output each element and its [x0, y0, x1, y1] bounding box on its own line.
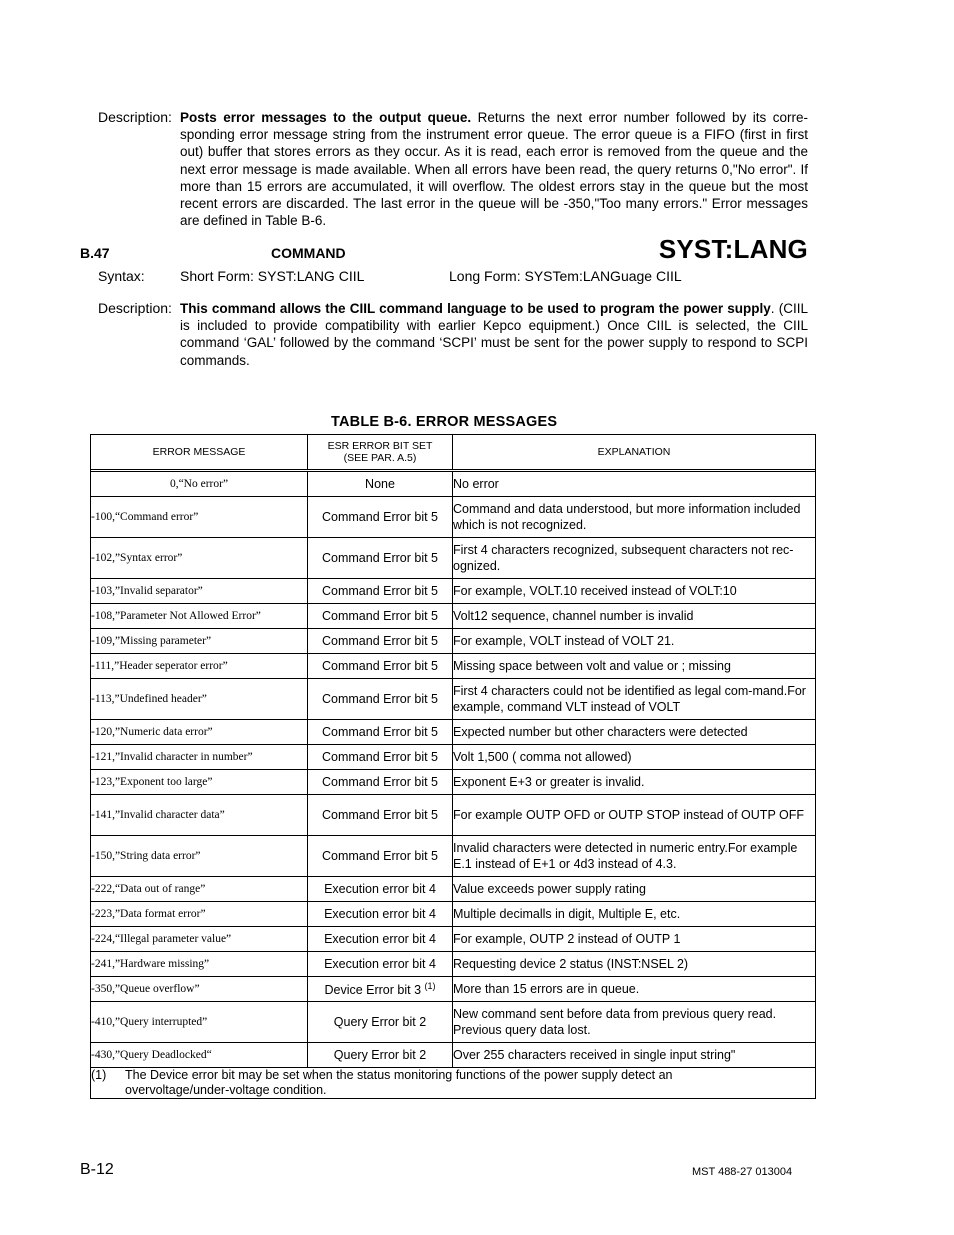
explanation-cell: Expected number but other characters were detected [453, 720, 816, 745]
esr-bit-text: Device Error bit 3 [324, 983, 422, 998]
explanation-cell: For example, VOLT.10 received instead of VOLT:10 [453, 579, 816, 604]
table-row [91, 720, 816, 745]
explanation-cell: For example, OUTP 2 instead of OUTP 1 [453, 927, 816, 952]
esr-bit-cell: Query Error bit 2 [308, 1043, 453, 1068]
section-number: B.47 [80, 245, 110, 261]
table-row [91, 629, 816, 654]
explanation-cell: Over 255 characters received in single input string" [453, 1043, 816, 1068]
error-message-cell: -121,”Invalid character in number” [91, 745, 308, 770]
explanation-cell: Volt 1,500 ( comma not allowed) [453, 745, 816, 770]
table-row [91, 604, 816, 629]
explanation-cell: Missing space between volt and value or ; missing [453, 654, 816, 679]
table-row [91, 770, 816, 795]
esr-bit-cell: Command Error bit 5 [308, 654, 453, 679]
footnote-ref: (1) [424, 980, 436, 991]
esr-bit-cell: Command Error bit 5 [308, 745, 453, 770]
esr-bit-cell: None [308, 472, 453, 497]
table-header-row [91, 435, 816, 470]
explanation-cell: First 4 characters recognized, subsequent characters not rec-ognized. [453, 538, 816, 579]
esr-bit-cell: Execution error bit 4 [308, 902, 453, 927]
esr-bit-cell: Execution error bit 4 [308, 952, 453, 977]
explanation-cell: Exponent E+3 or greater is invalid. [453, 770, 816, 795]
error-message-cell: -141,”Invalid character data” [91, 795, 308, 836]
table-row [91, 1002, 816, 1043]
error-message-cell: -103,”Invalid separator” [91, 579, 308, 604]
error-message-cell: -150,”String data error” [91, 836, 308, 877]
page-number: B-12 [80, 1161, 114, 1178]
table-footnote-row [91, 1068, 816, 1099]
error-message-cell: -222,“Data out of range” [91, 877, 308, 902]
footnote-number: (1) [91, 1068, 107, 1082]
error-messages-table [90, 434, 816, 1099]
header-esr-line2: (SEE PAR. A.5) [343, 452, 417, 464]
error-message-cell: -223,”Data format error” [91, 902, 308, 927]
esr-bit-cell: Execution error bit 4 [308, 877, 453, 902]
explanation-cell: Value exceeds power supply rating [453, 877, 816, 902]
description2-paragraph [180, 300, 808, 369]
section-title: SYST:LANG [658, 234, 808, 264]
table-row [91, 902, 816, 927]
table-row [91, 538, 816, 579]
table-row [91, 654, 816, 679]
esr-bit-cell: Command Error bit 5 [308, 497, 453, 538]
table-row [91, 472, 816, 497]
error-message-cell: -113,”Undefined header” [91, 679, 308, 720]
table-row [91, 679, 816, 720]
explanation-cell: No error [453, 472, 816, 497]
syntax-label: Syntax: [98, 268, 145, 284]
description-bold: Posts error messages to the output queue. [180, 110, 472, 125]
table-row [91, 927, 816, 952]
error-message-cell: -100,“Command error” [91, 497, 308, 538]
esr-bit-cell [308, 977, 453, 1002]
error-message-cell: -224,“Illegal parameter value” [91, 927, 308, 952]
syntax-long-form: Long Form: SYSTem:LANGuage CIIL [449, 268, 682, 284]
error-message-cell: 0,“No error” [91, 472, 308, 497]
table-row [91, 579, 816, 604]
table-title: TABLE B-6. ERROR MESSAGES [331, 414, 558, 430]
error-message-cell: -109,”Missing parameter” [91, 629, 308, 654]
table-row [91, 977, 816, 1002]
description2-text: . (CIIL is included to provide compatibility with earlier Kepco equipment.) Once CIIL is selected, the CIIL command ‘GAL’ followed by the command ‘SCPI’ must be sent for the power supply to respond to SCPI commands. [180, 301, 808, 368]
explanation-cell: For example OUTP OFD or OUTP STOP instead of OUTP OFF [453, 795, 816, 836]
explanation-cell: Invalid characters were detected in numeric entry.For example E.1 instead of E+1 or 4d3 instead of 4.3. [453, 836, 816, 877]
error-message-cell: -102,”Syntax error” [91, 538, 308, 579]
description-paragraph [180, 109, 808, 229]
description-text: Returns the next error number followed by its corre-sponding error message string from the instrument error queue. The error queue is a FIFO (first in first out) buffer that stores errors as they occur. As it is read, each error is removed from the queue and the next error message is made available. When all errors have been read, the query returns 0,"No error". If more than 15 errors are accumulated, it will overflow. The oldest errors stay in the queue but the most recent errors are discarded. The last error in the queue will be -350,"Too many errors." Error messages are defined in Table B-6. [180, 110, 808, 229]
explanation-cell: New command sent before data from previous query read. Previous query data lost. [453, 1002, 816, 1043]
error-message-cell: -108,”Parameter Not Allowed Error” [91, 604, 308, 629]
esr-bit-cell: Command Error bit 5 [308, 579, 453, 604]
esr-bit-cell: Command Error bit 5 [308, 770, 453, 795]
explanation-cell: More than 15 errors are in queue. [453, 977, 816, 1002]
error-message-cell: -123,”Exponent too large” [91, 770, 308, 795]
header-explanation: EXPLANATION [453, 435, 816, 470]
error-message-cell: -430,”Query Deadlocked“ [91, 1043, 308, 1068]
explanation-cell: First 4 characters could not be identified as legal com-mand.For example, command VLT instead of VOLT [453, 679, 816, 720]
table-row [91, 836, 816, 877]
table-row [91, 1043, 816, 1068]
description-label: Description: [98, 109, 172, 125]
esr-bit-cell: Command Error bit 5 [308, 836, 453, 877]
table-row [91, 877, 816, 902]
esr-bit-cell: Command Error bit 5 [308, 538, 453, 579]
header-esr-bit [308, 435, 453, 470]
header-esr-line1: ESR ERROR BIT SET [327, 440, 433, 452]
esr-bit-cell: Command Error bit 5 [308, 679, 453, 720]
footnote-text: The Device error bit may be set when the status monitoring functions of the power supply detect an overvoltage/under-voltage condition. [125, 1068, 673, 1097]
error-message-cell: -241,”Hardware missing” [91, 952, 308, 977]
error-message-cell: -111,”Header seperator error” [91, 654, 308, 679]
esr-bit-cell: Query Error bit 2 [308, 1002, 453, 1043]
syntax-short-form: Short Form: SYST:LANG CIIL [180, 268, 365, 284]
esr-bit-cell: Execution error bit 4 [308, 927, 453, 952]
table-row [91, 497, 816, 538]
esr-bit-cell: Command Error bit 5 [308, 604, 453, 629]
explanation-cell: Multiple decimalls in digit, Multiple E, etc. [453, 902, 816, 927]
table-row [91, 952, 816, 977]
error-message-cell: -350,”Queue overflow” [91, 977, 308, 1002]
explanation-cell: Volt12 sequence, channel number is invalid [453, 604, 816, 629]
description2-label: Description: [98, 300, 172, 316]
esr-bit-cell: Command Error bit 5 [308, 629, 453, 654]
header-error-message: ERROR MESSAGE [91, 435, 308, 470]
explanation-cell: For example, VOLT instead of VOLT 21. [453, 629, 816, 654]
esr-bit-cell: Command Error bit 5 [308, 720, 453, 745]
table-row [91, 795, 816, 836]
error-message-cell: -120,”Numeric data error” [91, 720, 308, 745]
section-kind: COMMAND [271, 245, 346, 261]
explanation-cell: Command and data understood, but more information included which is not recognized. [453, 497, 816, 538]
table-footnote [91, 1068, 816, 1099]
table-row [91, 745, 816, 770]
esr-bit-cell: Command Error bit 5 [308, 795, 453, 836]
explanation-cell: Requesting device 2 status (INST:NSEL 2) [453, 952, 816, 977]
document-id: MST 488-27 013004 [692, 1166, 793, 1178]
error-message-cell: -410,”Query interrupted” [91, 1002, 308, 1043]
description2-bold: This command allows the CIIL command language to be used to program the power supply [180, 301, 771, 316]
